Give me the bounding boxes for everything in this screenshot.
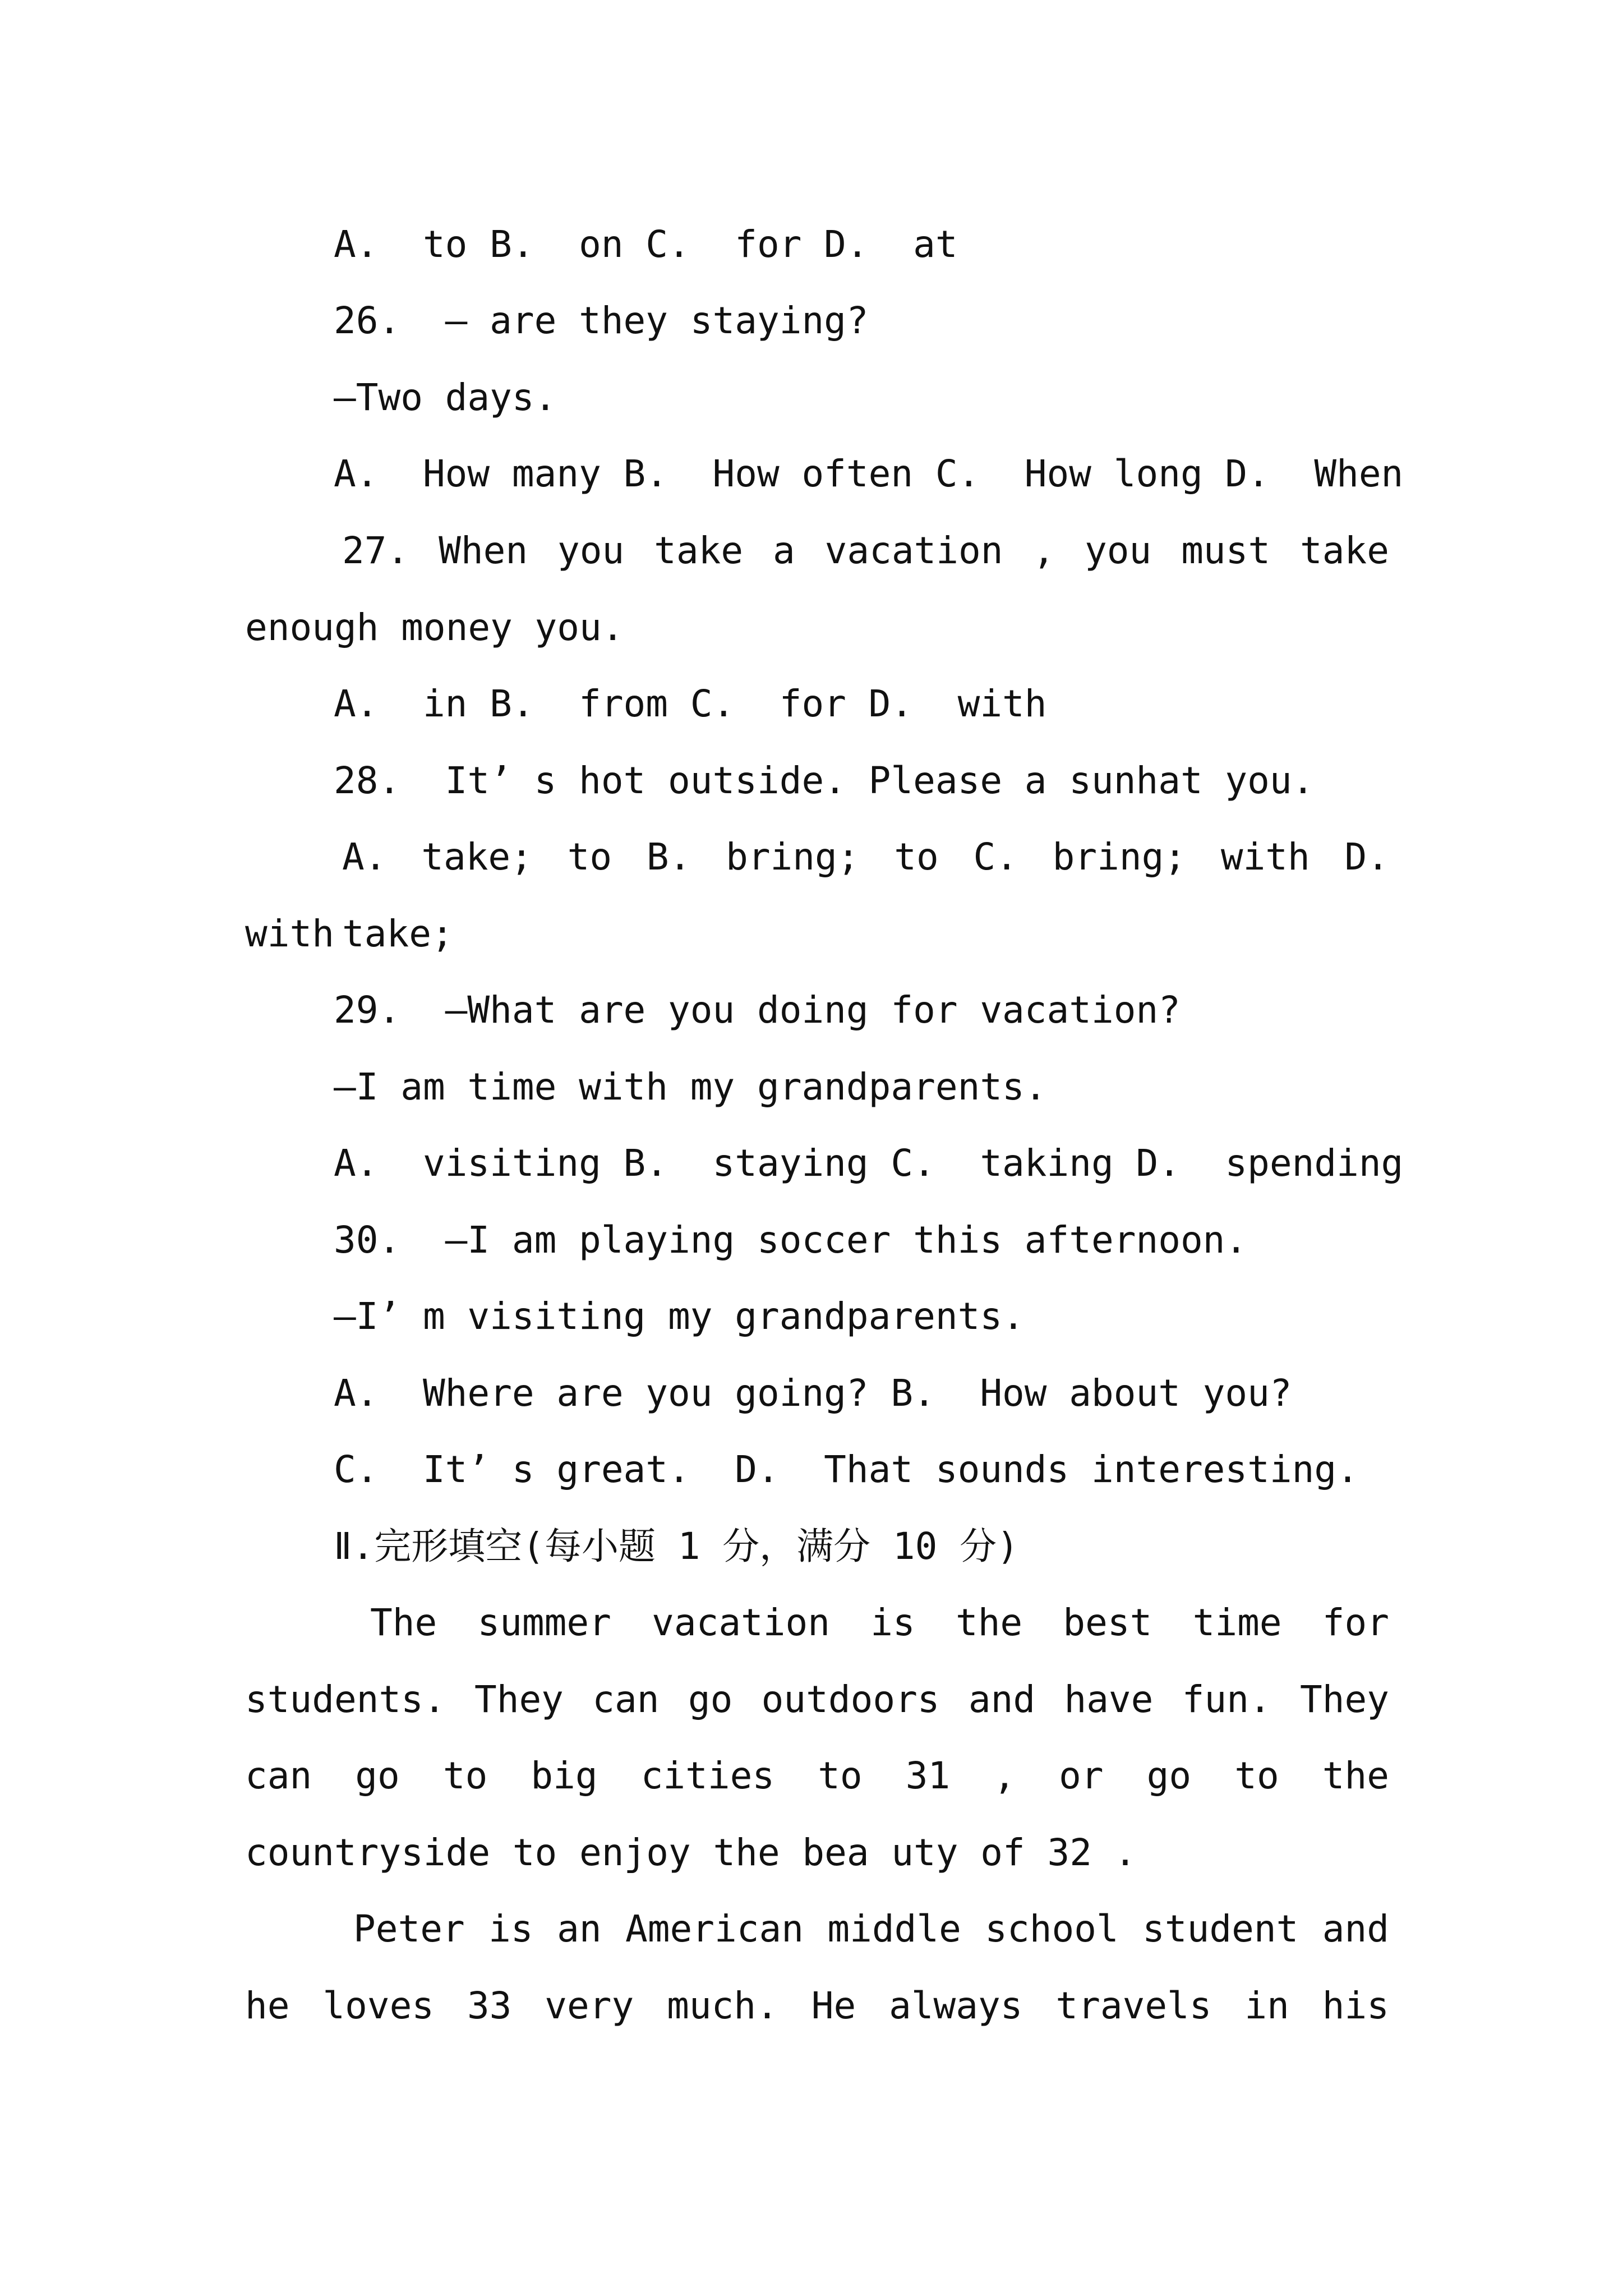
q29-answer-line: —I am time with my grandparents. xyxy=(334,1065,1047,1108)
q28-options: A. take; to B. bring; to C. bring; with D. take; xyxy=(342,835,1389,955)
q29-question: 29. —What are you doing for vacation? xyxy=(334,988,1181,1032)
q30-question: 30. —I am playing soccer this afternoon. xyxy=(334,1218,1248,1262)
passage-line: he loves 33 very much. He always travels in his xyxy=(245,1984,1389,2027)
q28-options-cont: with xyxy=(245,912,334,955)
q26-question: 26. — are they staying? xyxy=(334,299,869,342)
q28-question: 28. It’ s hot outside. Please a sunhat you. xyxy=(334,759,1315,802)
q25-options: A. to B. on C. for D. at xyxy=(334,223,958,266)
q30-options-ab: A. Where are you going? B. How about you? xyxy=(334,1372,1292,1415)
q27-question: 27. When you take a vacation , you must take xyxy=(342,529,1389,572)
q30-answer-line: —I’ m visiting my grandparents. xyxy=(334,1295,1025,1338)
q30-options-cd: C. It’ s great. D. That sounds interesting. xyxy=(334,1448,1359,1491)
q26-options: A. How many B. How often C. How long D. When xyxy=(334,452,1404,495)
passage-line: can go to big cities to 31 , or go to the xyxy=(245,1754,1389,1797)
passage-line: countryside to enjoy the bea uty of 32 . xyxy=(245,1831,1137,1874)
passage-line: Peter is an American middle school student and xyxy=(353,1907,1389,1950)
q26-answer-line: —Two days. xyxy=(334,376,557,419)
passage-line: students. They can go outdoors and have fun. They xyxy=(245,1678,1389,1721)
passage-line: The summer vacation is the best time for xyxy=(370,1601,1389,1644)
section-heading: Ⅱ.完形填空(每小题 1 分，满分 10 分) xyxy=(334,1525,1019,1568)
q27-question-cont: enough money you. xyxy=(245,606,624,649)
q27-options: A. in B. from C. for D. with xyxy=(334,682,1047,725)
q29-options: A. visiting B. staying C. taking D. spending xyxy=(334,1142,1404,1185)
